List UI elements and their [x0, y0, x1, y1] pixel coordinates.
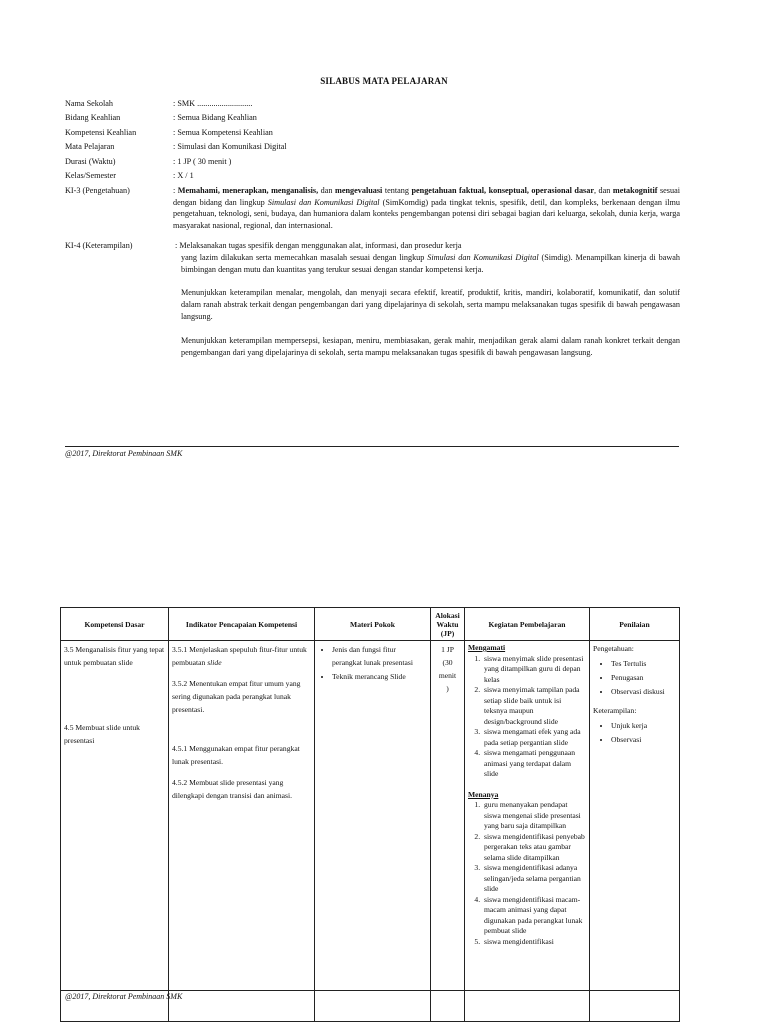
ki3-text-3: , dan	[593, 186, 613, 196]
kegiatan-step: 4. siswa mengamati penggunaan animasi yang terdapat dalam slide	[482, 748, 586, 780]
ki4-p1-italic: Simulasi dan Komunikasi Digital	[427, 252, 539, 262]
cell-alokasi-waktu	[431, 641, 465, 1022]
ki3-bold-1: Memahami, menerapkan, menganalisis,	[177, 186, 319, 196]
ki3-text-1: dan	[318, 186, 336, 196]
info-row	[65, 140, 680, 154]
info-value: : Semua Bidang Keahlian	[173, 113, 257, 123]
menanya-heading: Menanya	[468, 789, 499, 799]
info-label: Bidang Keahlian	[65, 113, 121, 123]
ki4-p1-text-a: yang lazim dilakukan serta memecahkan masalah sesuai dengan lingkup	[181, 252, 428, 262]
header-kegiatan: Kegiatan Pembelajaran	[465, 608, 590, 641]
info-label: Nama Sekolah	[65, 99, 113, 108]
ki3-bold-4: metakognitif	[612, 186, 658, 196]
ki3-italic: Simulasi dan Komunikasi Digital	[267, 197, 380, 207]
kegiatan-step: 1. guru menanyakan pendapat siswa mengenai slide presentasi yang baru saja ditampilkan	[482, 800, 586, 832]
ki4-paragraph-1	[181, 252, 680, 276]
ki3-bold-2: mengevaluasi	[335, 186, 383, 196]
table-header-row	[61, 608, 680, 641]
keterampilan-heading: Keterampilan:	[593, 706, 637, 715]
alokasi-line: 1 JP	[441, 645, 454, 654]
ki3-bold-3: pengetahuan faktual, konseptual, operasional dasar	[411, 186, 594, 196]
kegiatan-step: 3. siswa mengamati efek yang ada pada setiap pergantian slide	[482, 727, 586, 748]
ki3-label: KI-3 (Pengetahuan)	[65, 186, 130, 196]
ki4-section	[65, 240, 680, 358]
ki4-paragraph-2: Menunjukkan keterampilan menalar, mengolah, dan menyaji secara efektif, kreatif, produktif, kritis, mandiri, kolaboratif, komunikatif, dan solutif dalam ranah abstrak terkait dengan pengembangan dari yang dipelajarinya di sekolah, serta mampu melaksanakan tugas spesifik di bawah pengawasan langsung.	[181, 288, 680, 321]
penilaian-item: • Observasi	[611, 733, 676, 747]
syllabus-table	[60, 607, 680, 1022]
info-label: Mata Pelajaran	[65, 142, 115, 152]
header-alokasi-waktu: Alokasi Waktu (JP)	[431, 608, 465, 641]
ki3-colon: :	[173, 186, 178, 196]
penilaian-item: • Unjuk kerja	[611, 719, 676, 733]
info-value: : Simulasi dan Komunikasi Digital	[173, 142, 287, 152]
alokasi-line: menit	[438, 671, 457, 680]
ki4-label: KI-4 (Keterampilan)	[65, 241, 133, 250]
page-divider	[65, 446, 679, 447]
kegiatan-step: 2. siswa mengidentifikasi penyebab pergerakan teks atau gambar selama slide ditampilkan	[482, 832, 586, 864]
ipk-item	[172, 776, 311, 802]
cell-indikator	[169, 641, 315, 1022]
pengetahuan-heading: Pengetahuan:	[593, 644, 634, 653]
info-row	[65, 111, 680, 125]
penilaian-item: • Penugasan	[611, 671, 676, 685]
header-kompetensi-dasar: Kompetensi Dasar	[61, 608, 169, 641]
info-value: : Semua Kompetensi Keahlian	[173, 127, 273, 137]
kegiatan-step: 4. siswa mengidentifikasi macam-macam animasi yang dapat digunakan pada perangkat lunak pembuat slide	[482, 895, 586, 937]
ipk-num: 4.5.2	[172, 778, 188, 787]
ki4-first-line: : Melaksanakan tugas spesifik dengan menggunakan alat, informasi, dan prosedur kerja	[175, 241, 462, 250]
kd-item: 3.5 Menganalisis fitur yang tepat untuk pembuatan slide	[64, 645, 165, 667]
penilaian-item: • Tes Tertulis	[611, 657, 676, 671]
ipk-text: Menjelaskan spepuluh fitur-fitur untuk pembuatan	[172, 645, 307, 667]
kegiatan-step: 5. siswa mengidentifikasi	[482, 937, 586, 948]
ipk-item	[172, 677, 311, 716]
kegiatan-step: 1. siswa menyimak slide presentasi yang ditampilkan guru di depan kelas	[482, 654, 586, 686]
cell-materi-pokok	[315, 641, 431, 1022]
kegiatan-step: 3. siswa mengidentifikasi adanya selingan/jeda selama pergantian slide	[482, 863, 586, 895]
materi-item: • Jenis dan fungsi fitur perangkat lunak presentasi	[332, 643, 427, 669]
table-row	[61, 641, 680, 1022]
ipk-text: Menggunakan empat fitur perangkat lunak presentasi.	[172, 744, 300, 766]
cell-kompetensi-dasar	[61, 641, 169, 1022]
page-divider	[60, 990, 679, 991]
ipk-item	[172, 742, 311, 768]
ki3-text-4: sesuai dengan bidang dan lingkup	[173, 186, 680, 207]
header-indikator: Indikator Pencapaian Kompetensi	[169, 608, 315, 641]
penilaian-item: • Observasi diskusi	[611, 685, 676, 699]
page-footer: @2017, Direktorat Pembinaan SMK	[65, 449, 183, 458]
alokasi-line: (30	[442, 658, 453, 667]
ki3-text-5: (SimKomdig) pada tingkat teknis, spesifik, detil, dan kompleks, berkenaan dengan ilmu pengetahuan, teknologi, seni, budaya, dan humaniora dalam konteks pengembangan potensi diri sebagai bagian dari keluarga, sekolah, dunia kerja, warga masyarakat nasional, regional, dan internasional.	[173, 197, 680, 230]
ki3-text-2: tentang	[382, 186, 412, 196]
ipk-italic: slide	[207, 658, 222, 667]
page-footer: @2017, Direktorat Pembinaan SMK	[65, 992, 183, 1001]
ipk-item	[172, 643, 311, 669]
ipk-text: Membuat slide presentasi yang dilengkapi dengan transisi dan animasi.	[172, 778, 292, 800]
info-row	[65, 97, 680, 111]
ipk-num: 3.5.1	[172, 645, 188, 654]
cell-penilaian	[590, 641, 680, 1022]
mengamati-heading: Mengamati	[468, 643, 506, 652]
ipk-text: Menentukan empat fitur umum yang sering digunakan pada perangkat lunak presentasi.	[172, 679, 301, 714]
header-penilaian: Penilaian	[590, 608, 680, 641]
header-materi-pokok: Materi Pokok	[315, 608, 431, 641]
ki4-p1-text-b: (Simdig). Menampilkan kinerja di bawah bimbingan dengan mutu dan kuantitas yang terukur sesuai dengan standar kompetensi kerja.	[181, 252, 680, 274]
materi-item: • Teknik merancang Slide	[332, 670, 427, 683]
info-value: : X / 1	[173, 171, 194, 181]
cell-kegiatan	[465, 641, 590, 1022]
identity-section	[65, 97, 680, 231]
ipk-num: 4.5.1	[172, 744, 188, 753]
info-row	[65, 169, 680, 183]
ipk-num: 3.5.2	[172, 679, 188, 688]
info-label: Durasi (Waktu)	[65, 156, 116, 166]
info-value: : SMK ...........................	[173, 99, 253, 108]
info-row	[65, 126, 680, 140]
info-label: Kelas/Semester	[65, 171, 116, 181]
kd-item: 4.5 Membuat slide untuk presentasi	[64, 723, 140, 745]
alokasi-line: )	[446, 684, 449, 693]
ki3-text	[173, 185, 680, 231]
info-label: Kompetensi Keahlian	[65, 127, 137, 137]
document-title: SILABUS MATA PELAJARAN	[320, 76, 448, 86]
info-row	[65, 155, 680, 169]
info-value: : 1 JP ( 30 menit )	[173, 156, 232, 166]
kegiatan-step: 2. siswa menyimak tampilan pada setiap slide baik untuk isi teksnya maupun design/background slide	[482, 685, 586, 727]
ki4-paragraph-3: Menunjukkan keterampilan mempersepsi, kesiapan, meniru, membiasakan, gerak mahir, menjadikan gerak alami dalam ranah konkret terkait dengan pengembangan dari yang dipelajarinya di sekolah, serta mampu melaksanakan tugas spesifik di bawah pengawasan langsung.	[181, 335, 680, 357]
ki3-row	[65, 185, 680, 231]
